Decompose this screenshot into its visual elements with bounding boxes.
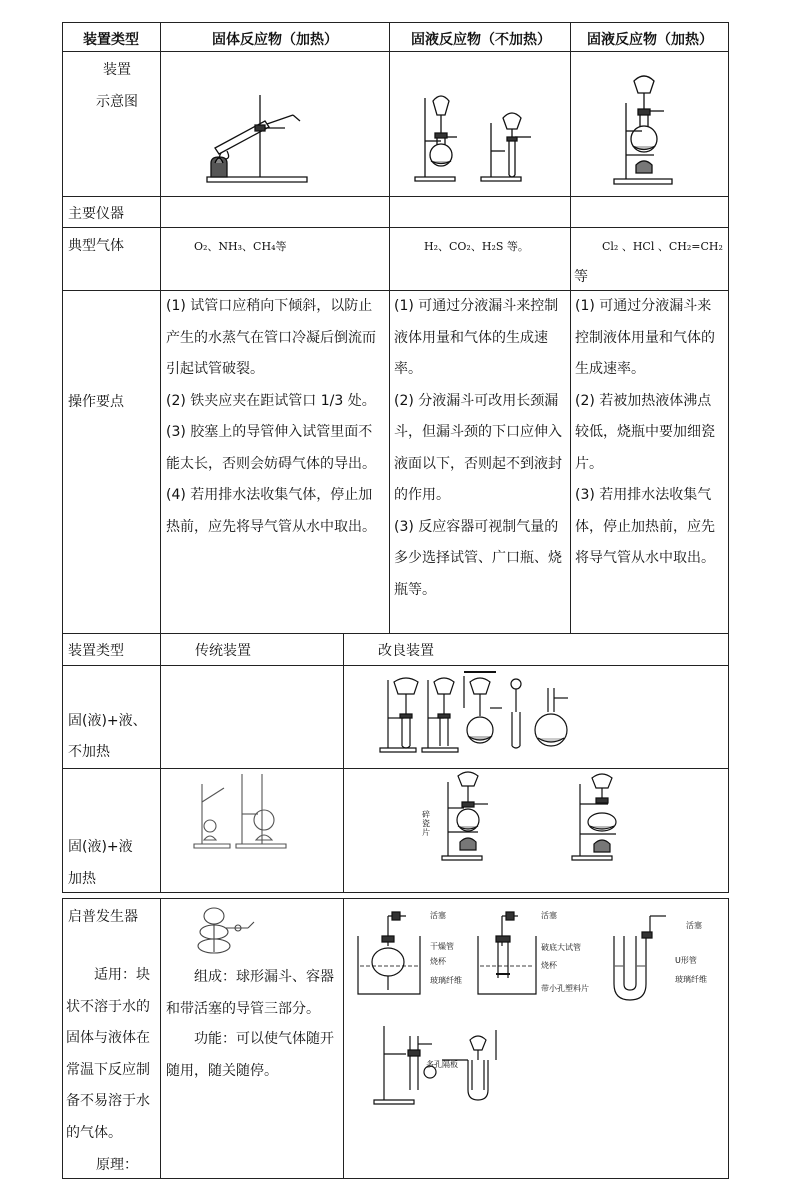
- t1-gas-label: 典型气体: [68, 238, 124, 254]
- t1-col-2: [389, 22, 390, 633]
- t2-line-2: [62, 768, 729, 769]
- t2-col-3: [728, 633, 729, 892]
- t2-col-1: [160, 633, 161, 892]
- sl-heat-apparatus-diagram: [612, 73, 682, 187]
- anno-u-tube: U形管: [675, 956, 697, 965]
- t2-row1-label-1: 固(液)+液、: [68, 713, 147, 729]
- anno-broken-tube: 破底大试管: [541, 943, 581, 952]
- t2-header-type: 装置类型: [68, 643, 124, 659]
- gas-sl-heat-line2: 等: [574, 269, 588, 285]
- t1-line-1: [62, 51, 729, 52]
- t1-header-type: 装置类型: [83, 32, 139, 48]
- kipp-applicability: 适用：块状不溶于水的固体与液体在常温下反应制备不易溶于水的气体。: [66, 967, 150, 1141]
- t2-row2-label-1: 固(液)+液: [68, 839, 133, 855]
- t1-header-sl-heat: 固液反应物（加热）: [587, 32, 713, 48]
- label-ceramic-chips: 碎瓷片: [422, 810, 430, 837]
- kipp-title: 启普发生器: [68, 909, 138, 925]
- gas-sl-heat-line1: Cl₂ 、HCl 、CH₂=CH₂: [602, 240, 723, 253]
- ops-sl-noheat: (1) 可通过分液漏斗来控制液体用量和气体的生成速率。 (2) 分液漏斗可改用长颈漏斗，但漏斗颈的下口应伸入液面以下，否则起不到液封的作用。 (3) 反应容器可视制气量的多少选择试管、广口瓶、烧瓶等。: [394, 298, 562, 598]
- sl-noheat-apparatus-diagram: [413, 93, 553, 185]
- t2-header-traditional: 传统装置: [195, 643, 251, 659]
- t3-col-2: [343, 898, 344, 1178]
- anno-valve-1: 活塞: [430, 911, 446, 920]
- t2-col-2: [343, 633, 344, 892]
- t1-header-solid-heat: 固体反应物（加热）: [212, 32, 338, 48]
- anno-beaker-2: 烧杯: [541, 961, 557, 970]
- anno-valve-2: 活塞: [541, 911, 557, 920]
- solid-heat-apparatus-diagram: [205, 93, 315, 185]
- traditional-heat-apparatus-diagram: [192, 774, 292, 850]
- t3-bottom-border: [62, 1178, 729, 1179]
- gas-sl-noheat: H₂、CO₂、H₂S 等。: [424, 240, 529, 253]
- t1-diagram-label-1: 装置: [103, 62, 131, 78]
- improved-heat-apparatus-diagram-1: [428, 770, 504, 862]
- t1-col-3: [570, 22, 571, 633]
- t3-top-border: [62, 898, 729, 899]
- u-tube-apparatus: [610, 906, 656, 1002]
- anno-beaker-1: 烧杯: [430, 957, 446, 966]
- t1-line-3: [62, 227, 729, 228]
- anno-glass-fiber-2: 玻璃纤维: [675, 975, 707, 984]
- gas-solid-heat: O₂、NH₃、CH₄等: [194, 240, 287, 253]
- anno-porous-plate: 多孔隔板: [426, 1060, 458, 1069]
- simple-kipp-apparatus-1: [352, 906, 432, 998]
- t2-line-1: [62, 665, 729, 666]
- t1-bottom-border: [62, 633, 729, 634]
- t3-col-3: [728, 898, 729, 1178]
- anno-perforated-plate: 带小孔塑料片: [541, 984, 589, 993]
- kipp-principle: 原理：: [96, 1157, 138, 1173]
- anno-drying-tube: 干燥管: [430, 942, 454, 951]
- t2-bottom-border: [62, 892, 729, 893]
- kipp-function: 功能：可以使气体随开随用，随关随停。: [166, 1031, 334, 1079]
- t1-instruments-label: 主要仪器: [68, 206, 124, 222]
- t1-col-0: [62, 22, 63, 633]
- t3-col-1: [160, 898, 161, 1178]
- t1-col-1: [160, 22, 161, 633]
- improved-heat-apparatus-diagram-2: [568, 770, 638, 862]
- t1-top-border: [62, 22, 729, 23]
- t2-row2-label-2: 加热: [68, 871, 96, 887]
- ops-solid-heat: (1) 试管口应稍向下倾斜，以防止产生的水蒸气在管口冷凝后倒流而引起试管破裂。 (2) 铁夹应夹在距试管口 1/3 处。 (3) 胶塞上的导管伸入试管里面不能太长，否则会妨碍气体的导出。 (4) 若用排水法收集气体，停止加热前，应先将导气管从水中取出。: [166, 298, 376, 535]
- anno-glass-fiber-1: 玻璃纤维: [430, 976, 462, 985]
- t1-line-2: [62, 196, 729, 197]
- improved-noheat-apparatus-diagram: [378, 668, 578, 754]
- t2-col-0: [62, 633, 63, 892]
- t2-header-improved: 改良装置: [378, 643, 434, 659]
- t3-col-0: [62, 898, 63, 1178]
- t1-header-sl-noheat: 固液反应物（不加热）: [411, 32, 551, 48]
- simple-kipp-apparatus-2: [474, 906, 540, 998]
- t1-ops-label: 操作要点: [68, 394, 124, 410]
- kipp-generator-diagram: [192, 904, 262, 956]
- ops-sl-heat: (1) 可通过分液漏斗来控制液体用量和气体的生成速率。 (2) 若被加热液体沸点较低，烧瓶中要加细瓷片。 (3) 若用排水法收集气体，停止加热前，应先将导气管从水中取出。: [575, 298, 715, 566]
- t2-row1-label-2: 不加热: [68, 744, 110, 760]
- kipp-composition: 组成：球形漏斗、容器和带活塞的导管三部分。: [166, 969, 334, 1017]
- anno-valve-3: 活塞: [686, 921, 702, 930]
- t1-col-4: [728, 22, 729, 633]
- t1-diagram-label-2: 示意图: [96, 94, 138, 110]
